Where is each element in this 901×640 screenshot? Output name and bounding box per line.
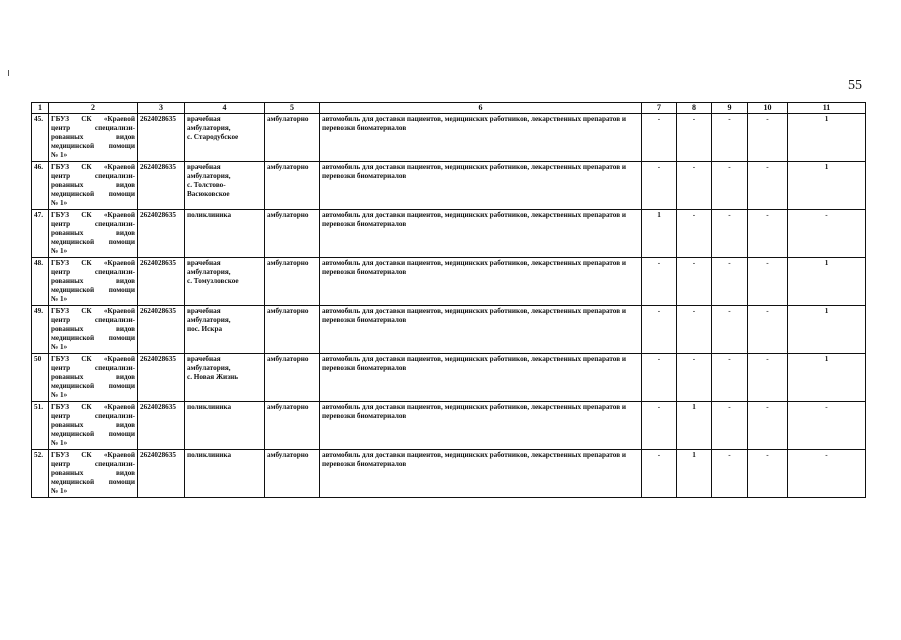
- vehicle-description: автомобиль для доставки пациентов, медицинских работников, лекарственных препаратов и перевозки биоматериалов: [320, 258, 642, 306]
- subdivision-line: амбулатория,: [187, 364, 231, 372]
- care-mode: амбулаторно: [265, 306, 320, 354]
- table-row: [32, 258, 866, 306]
- table-row: [32, 114, 866, 162]
- organization-name-line: центр специализи-: [51, 316, 135, 324]
- organization-name-line: медицинской помощи: [51, 142, 135, 150]
- count-col-9: -: [712, 258, 748, 306]
- subdivision-line: врачебная: [187, 163, 221, 171]
- count-col-9: -: [712, 306, 748, 354]
- count-col-9: -: [712, 114, 748, 162]
- subdivision-line: поликлиника: [187, 403, 232, 411]
- organization-name-line: ГБУЗ СК «Краевой: [51, 451, 135, 459]
- header-cell-4: 4: [185, 103, 265, 114]
- inn-code: 2624028635: [138, 114, 185, 162]
- row-number: 51.: [32, 402, 49, 450]
- organization-name-line: № 1»: [51, 151, 68, 159]
- count-col-8: 1: [677, 402, 712, 450]
- count-col-8: -: [677, 114, 712, 162]
- organization-name: [49, 354, 138, 402]
- care-mode: амбулаторно: [265, 114, 320, 162]
- table-row: [32, 306, 866, 354]
- inn-code: 2624028635: [138, 354, 185, 402]
- organization-name-line: центр специализи-: [51, 124, 135, 132]
- margin-mark: [8, 70, 9, 76]
- vehicle-description: автомобиль для доставки пациентов, медицинских работников, лекарственных препаратов и перевозки биоматериалов: [320, 402, 642, 450]
- count-col-7: -: [642, 258, 677, 306]
- organization-name: [49, 258, 138, 306]
- count-col-7: 1: [642, 210, 677, 258]
- count-col-8: -: [677, 210, 712, 258]
- organization-name: [49, 450, 138, 498]
- organization-name-line: рованных видов: [51, 229, 135, 237]
- organization-name-line: № 1»: [51, 439, 68, 447]
- organization-name-line: медицинской помощи: [51, 190, 135, 198]
- count-col-8: 1: [677, 450, 712, 498]
- organization-name-line: ГБУЗ СК «Краевой: [51, 211, 135, 219]
- count-col-7: -: [642, 114, 677, 162]
- organization-name-line: № 1»: [51, 199, 68, 207]
- table-row: [32, 450, 866, 498]
- header-cell-11: 11: [788, 103, 866, 114]
- header-cell-10: 10: [748, 103, 788, 114]
- subdivision: [185, 402, 265, 450]
- count-col-7: -: [642, 402, 677, 450]
- inn-code: 2624028635: [138, 162, 185, 210]
- organization-name-line: медицинской помощи: [51, 238, 135, 246]
- organization-name-line: ГБУЗ СК «Краевой: [51, 355, 135, 363]
- organization-name-line: центр специализи-: [51, 364, 135, 372]
- vehicle-description: автомобиль для доставки пациентов, медицинских работников, лекарственных препаратов и перевозки биоматериалов: [320, 354, 642, 402]
- count-col-10: -: [748, 258, 788, 306]
- organization-name-line: медицинской помощи: [51, 382, 135, 390]
- organization-name-line: рованных видов: [51, 421, 135, 429]
- organization-name-line: № 1»: [51, 487, 68, 495]
- organization-name-line: № 1»: [51, 295, 68, 303]
- count-col-7: -: [642, 162, 677, 210]
- organization-name-line: рованных видов: [51, 133, 135, 141]
- vehicle-description: автомобиль для доставки пациентов, медицинских работников, лекарственных препаратов и перевозки биоматериалов: [320, 450, 642, 498]
- count-col-8: -: [677, 354, 712, 402]
- organization-name-line: ГБУЗ СК «Краевой: [51, 307, 135, 315]
- organization-name-line: рованных видов: [51, 277, 135, 285]
- count-col-9: -: [712, 162, 748, 210]
- count-col-9: -: [712, 450, 748, 498]
- count-col-10: -: [748, 162, 788, 210]
- subdivision-line: с. Новая Жизнь: [187, 373, 239, 381]
- subdivision: [185, 306, 265, 354]
- care-mode: амбулаторно: [265, 402, 320, 450]
- care-mode: амбулаторно: [265, 354, 320, 402]
- header-cell-6: 6: [320, 103, 642, 114]
- care-mode: амбулаторно: [265, 210, 320, 258]
- vehicle-description: автомобиль для доставки пациентов, медицинских работников, лекарственных препаратов и перевозки биоматериалов: [320, 210, 642, 258]
- organization-name: [49, 114, 138, 162]
- vehicle-description: автомобиль для доставки пациентов, медицинских работников, лекарственных препаратов и перевозки биоматериалов: [320, 162, 642, 210]
- row-number: 45.: [32, 114, 49, 162]
- organization-name-line: № 1»: [51, 343, 68, 351]
- organization-name: [49, 210, 138, 258]
- subdivision: [185, 258, 265, 306]
- vehicle-description: автомобиль для доставки пациентов, медицинских работников, лекарственных препаратов и перевозки биоматериалов: [320, 114, 642, 162]
- subdivision-line: амбулатория,: [187, 268, 231, 276]
- inn-code: 2624028635: [138, 450, 185, 498]
- subdivision-line: с. Толстово-: [187, 181, 226, 189]
- care-mode: амбулаторно: [265, 162, 320, 210]
- subdivision-line: врачебная: [187, 355, 221, 363]
- table-row: [32, 402, 866, 450]
- subdivision: [185, 162, 265, 210]
- organization-name: [49, 162, 138, 210]
- count-col-10: -: [748, 114, 788, 162]
- organization-name-line: рованных видов: [51, 181, 135, 189]
- count-col-10: -: [748, 354, 788, 402]
- subdivision-line: амбулатория,: [187, 172, 231, 180]
- subdivision: [185, 450, 265, 498]
- subdivision-line: врачебная: [187, 307, 221, 315]
- row-number: 50: [32, 354, 49, 402]
- organization-name-line: медицинской помощи: [51, 334, 135, 342]
- count-col-9: -: [712, 210, 748, 258]
- count-col-7: -: [642, 354, 677, 402]
- organization-name-line: № 1»: [51, 391, 68, 399]
- organization-name-line: ГБУЗ СК «Краевой: [51, 163, 135, 171]
- count-col-11: 1: [788, 306, 866, 354]
- count-col-7: -: [642, 450, 677, 498]
- subdivision-line: врачебная: [187, 259, 221, 267]
- header-cell-2: 2: [49, 103, 138, 114]
- organization-name-line: рованных видов: [51, 469, 135, 477]
- count-col-11: 1: [788, 162, 866, 210]
- count-col-11: -: [788, 402, 866, 450]
- organization-name-line: центр специализи-: [51, 220, 135, 228]
- subdivision-line: амбулатория,: [187, 124, 231, 132]
- registry-table: [31, 102, 866, 498]
- count-col-9: -: [712, 354, 748, 402]
- organization-name-line: рованных видов: [51, 325, 135, 333]
- row-number: 46.: [32, 162, 49, 210]
- inn-code: 2624028635: [138, 258, 185, 306]
- count-col-7: -: [642, 306, 677, 354]
- organization-name-line: центр специализи-: [51, 172, 135, 180]
- header-cell-9: 9: [712, 103, 748, 114]
- inn-code: 2624028635: [138, 306, 185, 354]
- subdivision: [185, 354, 265, 402]
- subdivision-line: с. Томузловское: [187, 277, 239, 285]
- subdivision-line: врачебная: [187, 115, 221, 123]
- vehicle-description: автомобиль для доставки пациентов, медицинских работников, лекарственных препаратов и перевозки биоматериалов: [320, 306, 642, 354]
- inn-code: 2624028635: [138, 210, 185, 258]
- subdivision-line: с. Стародубское: [187, 133, 239, 141]
- subdivision: [185, 210, 265, 258]
- subdivision-line: амбулатория,: [187, 316, 231, 324]
- organization-name: [49, 306, 138, 354]
- subdivision-line: пос. Искра: [187, 325, 223, 333]
- page-number: 55: [848, 78, 862, 93]
- organization-name-line: медицинской помощи: [51, 430, 135, 438]
- row-number: 49.: [32, 306, 49, 354]
- subdivision: [185, 114, 265, 162]
- organization-name-line: центр специализи-: [51, 268, 135, 276]
- count-col-11: -: [788, 210, 866, 258]
- count-col-10: -: [748, 402, 788, 450]
- care-mode: амбулаторно: [265, 450, 320, 498]
- header-cell-5: 5: [265, 103, 320, 114]
- organization-name-line: медицинской помощи: [51, 286, 135, 294]
- table-row: [32, 162, 866, 210]
- header-cell-8: 8: [677, 103, 712, 114]
- count-col-10: -: [748, 210, 788, 258]
- organization-name-line: центр специализи-: [51, 460, 135, 468]
- count-col-10: -: [748, 306, 788, 354]
- count-col-11: -: [788, 450, 866, 498]
- count-col-8: -: [677, 162, 712, 210]
- subdivision-line: поликлиника: [187, 451, 232, 459]
- table-row: [32, 354, 866, 402]
- count-col-10: -: [748, 450, 788, 498]
- inn-code: 2624028635: [138, 402, 185, 450]
- count-col-8: -: [677, 258, 712, 306]
- count-col-11: 1: [788, 354, 866, 402]
- organization-name-line: центр специализи-: [51, 412, 135, 420]
- subdivision-line: поликлиника: [187, 211, 232, 219]
- row-number: 52.: [32, 450, 49, 498]
- organization-name-line: № 1»: [51, 247, 68, 255]
- organization-name-line: ГБУЗ СК «Краевой: [51, 403, 135, 411]
- count-col-8: -: [677, 306, 712, 354]
- table-row: [32, 210, 866, 258]
- header-cell-7: 7: [642, 103, 677, 114]
- row-number: 48.: [32, 258, 49, 306]
- header-cell-3: 3: [138, 103, 185, 114]
- care-mode: амбулаторно: [265, 258, 320, 306]
- organization-name: [49, 402, 138, 450]
- organization-name-line: ГБУЗ СК «Краевой: [51, 115, 135, 123]
- count-col-11: 1: [788, 114, 866, 162]
- count-col-11: 1: [788, 258, 866, 306]
- header-row: [32, 103, 866, 114]
- row-number: 47.: [32, 210, 49, 258]
- organization-name-line: рованных видов: [51, 373, 135, 381]
- table-body: [32, 114, 866, 498]
- count-col-9: -: [712, 402, 748, 450]
- header-cell-1: 1: [32, 103, 49, 114]
- organization-name-line: ГБУЗ СК «Краевой: [51, 259, 135, 267]
- subdivision-line: Васюковское: [187, 190, 230, 198]
- organization-name-line: медицинской помощи: [51, 478, 135, 486]
